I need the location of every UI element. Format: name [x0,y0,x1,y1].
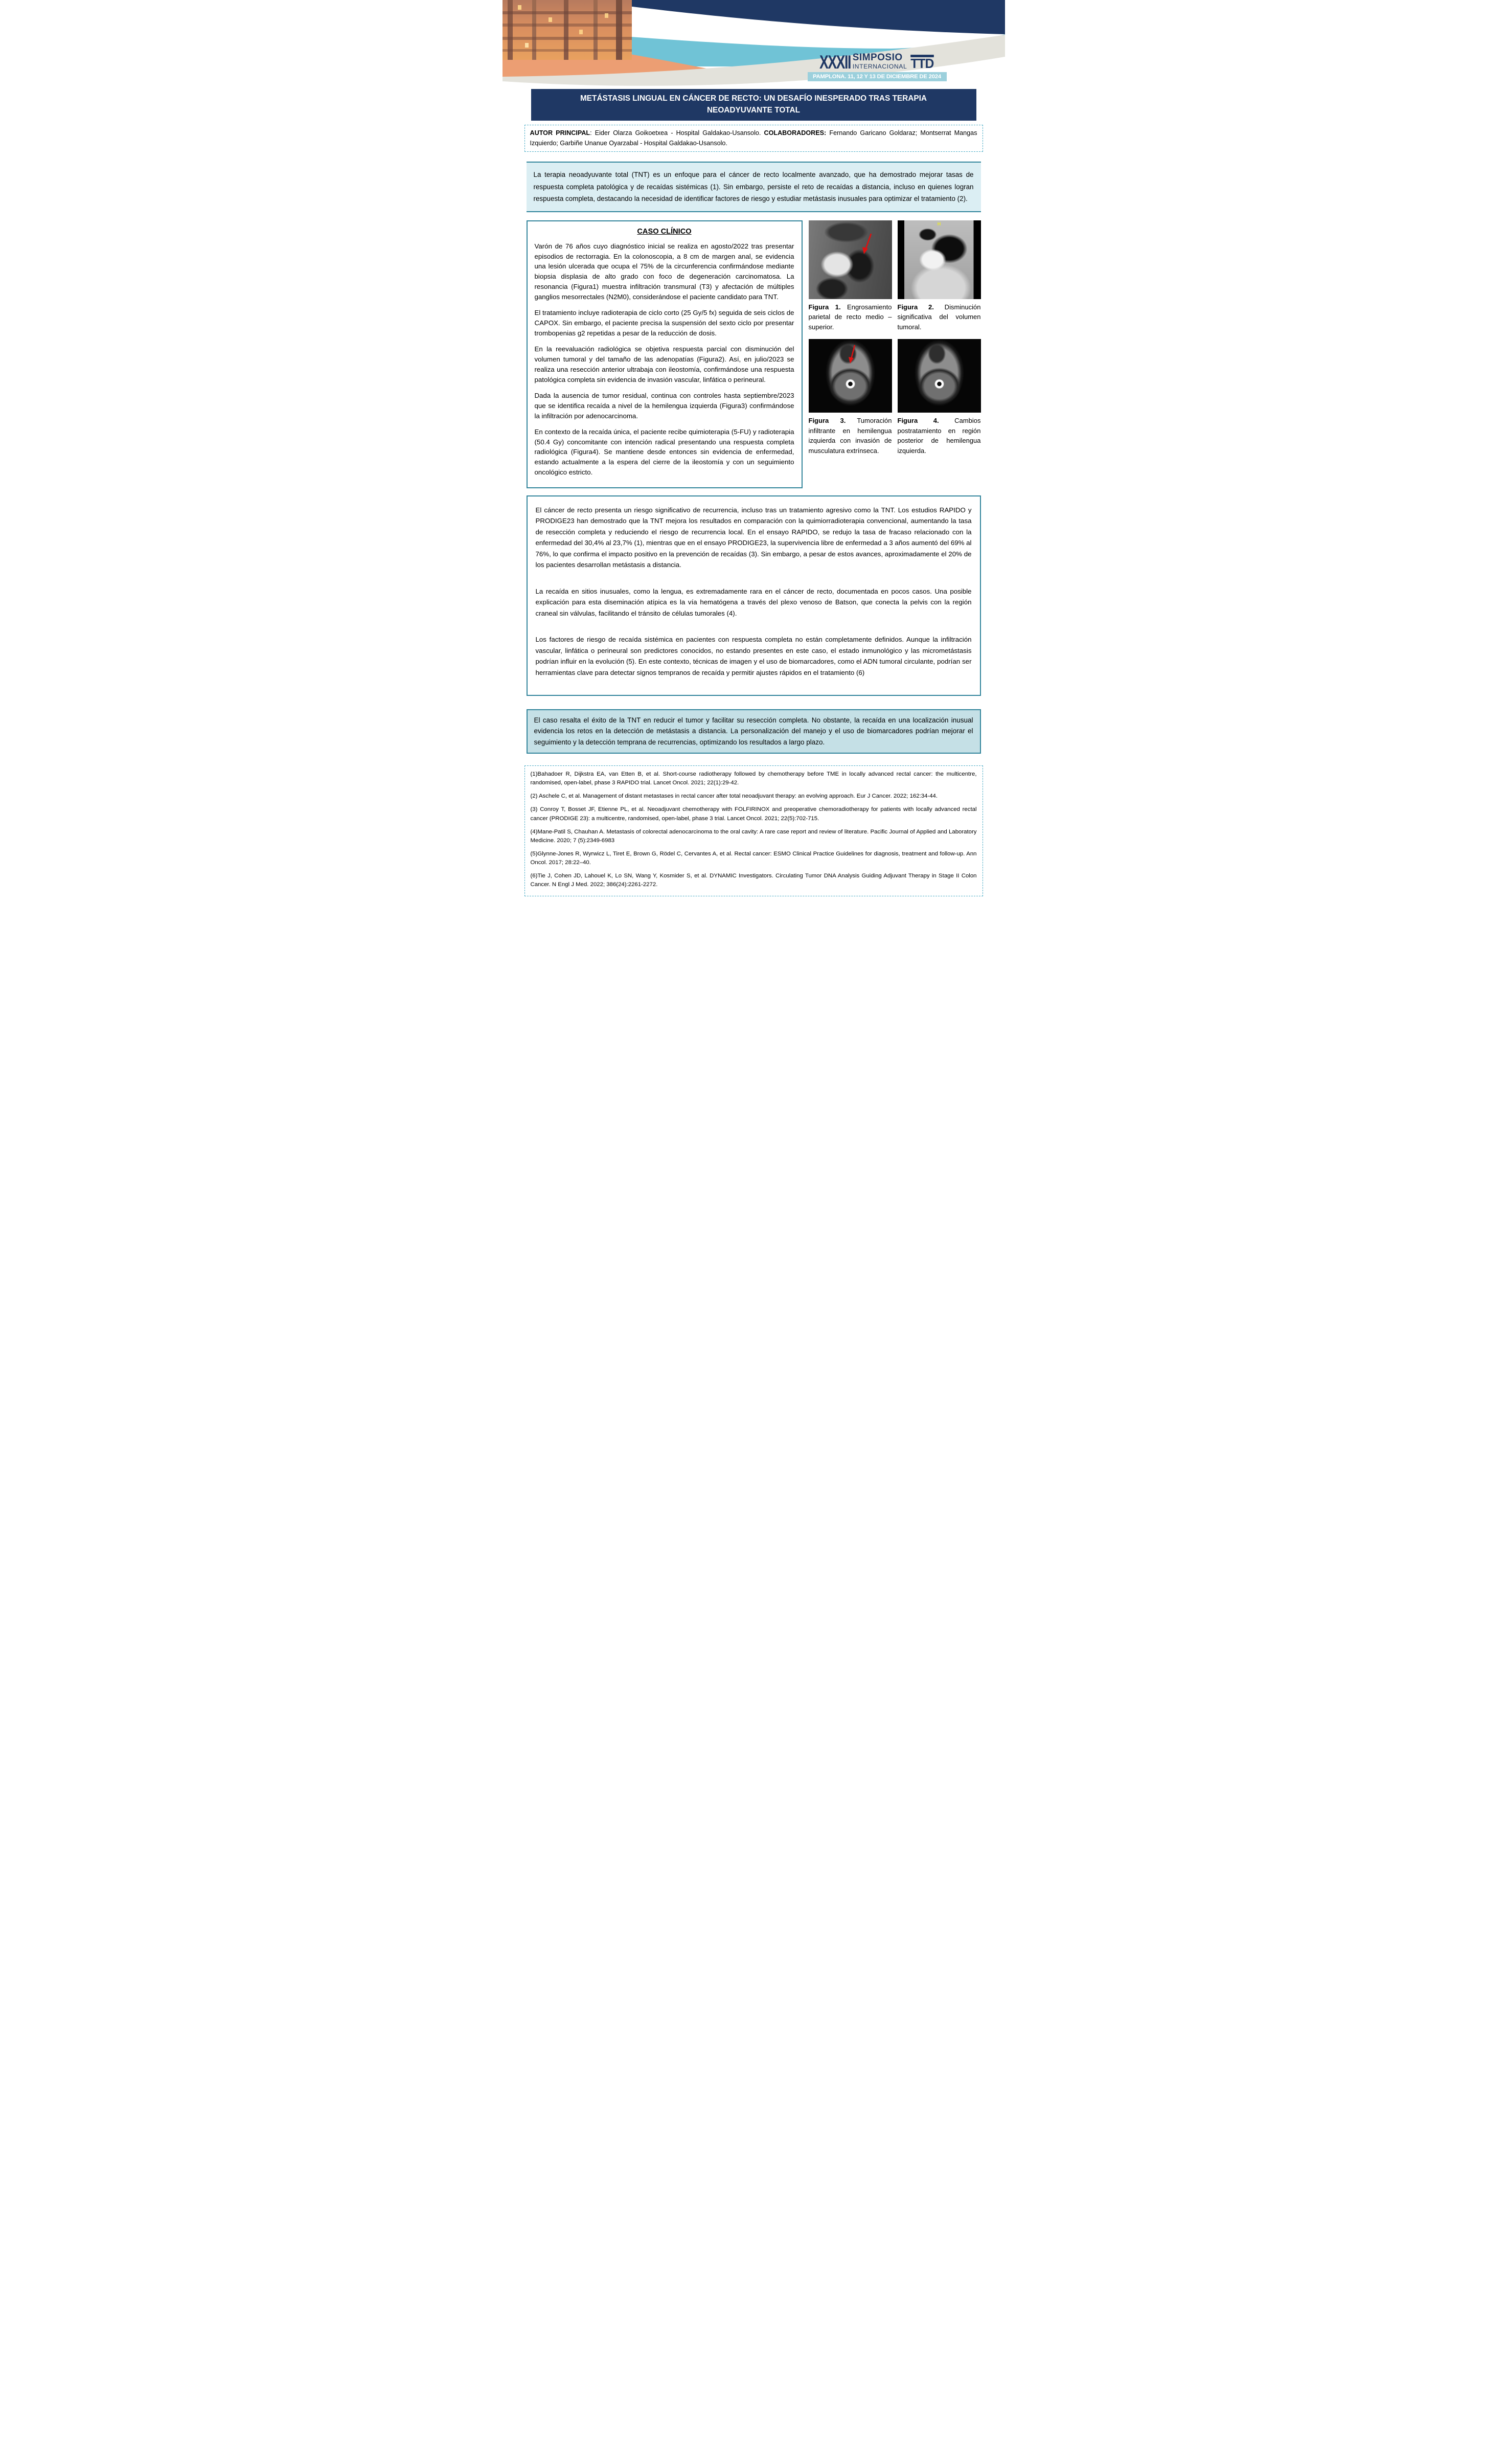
reference-item: (3) Conroy T, Bosset JF, Etienne PL, et al. Neoadjuvant chemotherapy with FOLFIRINOX and preoperative chemoradiotherapy for patients with locally advanced rectal cancer (PRODIGE 23): a multicentre, randomised, open-label, phase 3 trial. Lancet Oncol. 2021; 22(5):702-715. [530,806,977,822]
poster-title: METÁSTASIS LINGUAL EN CÁNCER DE RECTO: UN DESAFÍO INESPERADO TRAS TERAPIA NEOADYUVANTE TOTAL [531,89,976,121]
figure2-label: Figura 2. [897,303,934,311]
collaborators-label: COLABORADORES: [764,129,827,137]
discussion-box [527,495,981,696]
figure-4 [898,339,981,463]
logo-date-banner: PAMPLONA. 11, 12 Y 13 DE DICIEMBRE DE 2024 [808,72,947,81]
discussion-paragraph: La recaída en sitios inusuales, como la lengua, es extremadamente rara en el cáncer de recto, documentada en pocos casos. Una posible explicación para esta diseminación atípica es la vía hematógena a través del plexo venoso de Batson, que conecta la pelvis con la región craneal sin válvulas, facilitando el tránsito de células tumorales (4). [535,587,972,617]
figures-panel [809,220,981,463]
reference-item: (1)Bahadoer R, Dijkstra EA, van Etten B, et al. Short-course radiotherapy followed by chemotherapy before TME in locally advanced rectal cancer: the multicentre, randomised, open-label, phase 3 RAPIDO trial. Lancet Oncol. 2021; 22(1):29-42. [530,771,977,786]
figure3-caption: Figura 3. Tumoración infiltrante en hemilengua izquierda con invasión de musculatura extrínseca. [808,417,892,455]
logo-roman-numeral: XXXII [819,51,851,73]
principal-author-label: AUTOR PRINCIPAL [530,129,590,137]
case-paragraph: Varón de 76 años cuyo diagnóstico inicial se realiza en agosto/2022 tras presentar episodios de rectorragia. En la colonoscopia, a 8 cm de margen anal, se evidencia una lesión ulcerada que ocupa el 75% de la circunferencia confirmándose mediante biopsia displasia de alto grado con foco de degeneración carcinomatosa. La resonancia (Figura1) muestra infiltración transmural (T3) y afectación de múltiples ganglios mesorrectales (N2M0), considerándose el paciente candidato para TNT. [534,242,794,301]
congress-logo [808,53,947,81]
logo-internacional-text: INTERNACIONAL [852,63,907,70]
orientation-h-label: H [937,221,941,227]
references-box [524,765,983,896]
figure-1 [809,220,892,340]
figure2-mri-image [898,220,981,299]
case-heading: CASO CLÍNICO [637,227,692,236]
discussion-paragraph: Los factores de riesgo de recaída sistémica en pacientes con respuesta completa no están completamente definidos. Aunque la infiltración vascular, linfática o perineural son predictores conocidos, no estando presentes en este caso, el estado inmunológico y las micrometástasis podrían influir en la evolución (5). En este contexto, técnicas de imagen y el uso de biomarcadores, como el ADN tumoral circulante, podrían ser herramientas clave para detectar signos tempranos de recaída y permitir ajustes rápidos en el tratamiento (6) [535,636,972,676]
figure-3 [809,339,892,463]
collaborators-text: Fernando Garicano Goldaraz; Montserrat Mangas Izquierdo; Garbiñe Unanue Oyarzabal - Hospital Galdakao-Usansolo. [530,129,977,147]
figure3-label: Figura 3. [808,417,846,425]
reference-item: (5)Glynne-Jones R, Wyrwicz L, Tiret E, Brown G, Rödel C, Cervantes A, et al. Rectal cancer: ESMO Clinical Practice Guidelines for diagnosis, treatment and follow-up. Ann Oncol. 2017; 28:22–40. [530,850,977,866]
figure1-caption: Figura 1. Engrosamiento parietal de recto medio – superior. [808,303,892,331]
discussion-paragraph: El cáncer de recto presenta un riesgo significativo de recurrencia, incluso tras un tratamiento agresivo como la TNT. Los estudios RAPIDO y PRODIGE23 han demostrado que la TNT mejora los resultados en comparación con la quimiorradioterapia convencional, aumentando la tasa de resección completa y reduciendo el riesgo de recurrencia local. En el ensayo RAPIDO, se redujo la tasa de fracaso relacionado con la enfermedad del 30,4% al 23,7% (1), mientras que en el ensayo PRODIGE23, la supervivencia libre de enfermedad a 3 años aumentó del 69% al 76%, lo que confirma el impacto positivo en la prevención de recaídas (3). Sin embargo, a pesar de estos avances, aproximadamente el 20% de los pacientes desarrollan metástasis a distancia. [535,506,972,569]
figure3-mri-image [809,339,892,413]
conclusion-box: El caso resalta el éxito de la TNT en reducir el tumor y facilitar su resección completa. No obstante, la recaída en una localización inusual evidencia los retos en la detección de metástasis a distancia. La personalización del manejo y el uso de biomarcadores podrían mejorar el seguimiento y la detección temprana de recurrencias, optimizando los resultados a largo plazo. [527,709,981,754]
case-paragraph: En la reevaluación radiológica se objetiva respuesta parcial con disminución del volumen tumoral y del tamaño de las adenopatías (Figura2). Así, en julio/2023 se realiza una resección anterior ultrabaja con ileostomía, confirmándose una respuesta patológica completa sin evidencia de invasión vascular, linfática o perineural. [534,345,794,383]
case-paragraph: Dada la ausencia de tumor residual, continua con controles hasta septiembre/2023 que se identifica recaída a nivel de la hemilengua izquierda (Figura3) confirmándose la infiltración por adenocarcinoma. [534,391,794,420]
header-banner [503,0,1005,87]
case-report-box [527,220,803,488]
city-photo [503,0,632,60]
figure4-caption: Figura 4. Cambios postratamiento en región posterior de hemilengua izquierda. [897,417,981,455]
authors-box [524,125,983,152]
figure-2 [898,220,981,340]
ttd-logo: TTD [910,55,934,71]
red-arrow-annotation [860,233,874,256]
logo-simposio-text: SIMPOSIO [852,52,903,63]
main-columns [527,220,981,488]
reference-item: (2) Aschele C, et al. Management of distant metastases in rectal cancer after total neoadjuvant therapy: an evolving approach. Eur J Cancer. 2022; 162:34-44. [530,793,938,800]
figure4-label: Figura 4. [897,417,939,425]
case-paragraph: El tratamiento incluye radioterapia de ciclo corto (25 Gy/5 fx) seguida de seis ciclos de CAPOX. Sin embargo, el paciente precisa la suspensión del sexto ciclo por presentar trombopenias g2 repetidas a pesar de la reducción de dosis. [534,309,794,337]
red-arrow-annotation [847,344,858,366]
reference-item: (4)Mane-Patil S, Chauhan A. Metastasis of colorectal adenocarcinoma to the oral cavity: A rare case report and review of literature. Pacific Journal of Applied and Laboratory Medicine. 2020; 7 (5):2349-6983 [530,828,977,844]
figure1-label: Figura 1. [808,303,841,311]
wave-navy [579,0,1005,34]
reference-item: (6)Tie J, Cohen JD, Lahouel K, Lo SN, Wang Y, Kosmider S, et al. DYNAMIC Investigators. Circulating Tumor DNA Analysis Guiding Adjuvant Therapy in Stage II Colon Cancer. N Engl J Med. 2022; 386(24):2261-2272. [530,873,977,888]
intro-box: La terapia neoadyuvante total (TNT) es un enfoque para el cáncer de recto localmente avanzado, que ha demostrado mejorar tasas de respuesta completa patológica y de recaídas sistémicas (1). Sin embargo, persiste el reto de recaídas a distancia, incluso en quienes logran respuesta completa, destacando la necesidad de identificar factores de riesgo y estudiar metástasis inusuales para optimizar el tratamiento (2). [527,162,981,212]
figure2-caption: Figura 2. Disminución significativa del volumen tumoral. [897,303,981,331]
case-paragraph: En contexto de la recaída única, el paciente recibe quimioterapia (5-FU) y radioterapia (50.4 Gy) concomitante con intención radical presentando una respuesta completa radiológica (Figura4). Se mantiene desde entonces sin evidencia de enfermedad, estando actualmente a la espera del cierre de la ileostomía y con un seguimiento oncológico estricto. [534,427,794,477]
principal-author-text: : Eider Olarza Goikoetxea - Hospital Galdakao-Usansolo. [590,129,764,137]
poster-page [503,0,1005,888]
figure4-mri-image [898,339,981,413]
figure1-mri-image [809,220,892,299]
